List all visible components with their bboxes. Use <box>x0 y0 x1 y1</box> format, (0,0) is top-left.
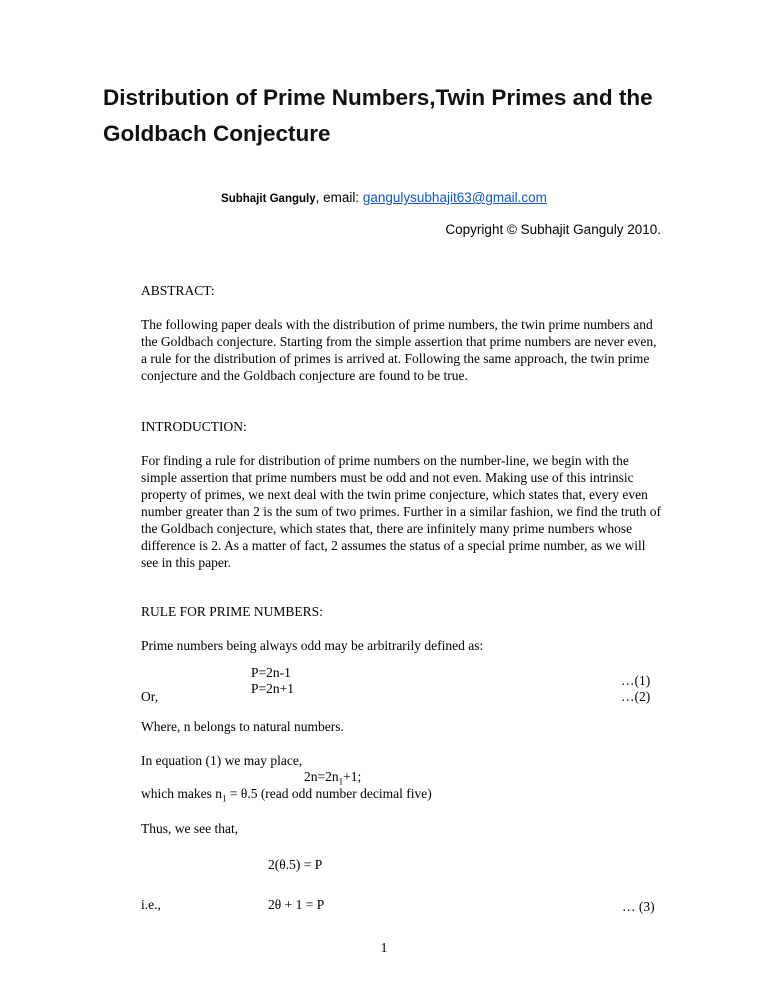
introduction-body: For finding a rule for distribution of prime numbers on the number-line, we begin with the simple assertion that prime numbers must be odd and not even. Making use of this intrinsic property of primes, we next deal with the twin prime conjecture, which states that, every even number greater than 2 is the sum of two primes. Further in a similar fashion, we find the truth of the Goldbach conjecture, which states that, there are infinitely many prime numbers whose difference is 2. As a matter of fact, 2 assumes the status of a special prime number, as we will see in this paper. <box>141 453 662 570</box>
equation-3: 2θ + 1 = P <box>268 897 325 912</box>
thus-statement: Thus, we see that, <box>141 821 239 836</box>
page-number: 1 <box>380 940 388 955</box>
makes-statement <box>141 786 432 804</box>
substitution-lhs: 2n=2n <box>304 769 339 784</box>
makes-text-a: which makes n <box>141 786 222 801</box>
paper-title: Distribution of Prime Numbers,Twin Primes and the Goldbach Conjecture <box>103 85 653 146</box>
where-statement: Where, n belongs to natural numbers. <box>141 719 344 734</box>
or-label: Or, <box>141 689 159 704</box>
place-statement: In equation (1) we may place, <box>141 753 303 768</box>
ie-label: i.e., <box>141 897 161 912</box>
author-name: Subhajit Ganguly <box>221 193 316 205</box>
theta-equation: 2(θ.5) = P <box>268 857 323 872</box>
substitution-rhs: +1; <box>343 769 362 784</box>
equation-1-number: …(1) <box>621 673 651 688</box>
rule-heading: RULE FOR PRIME NUMBERS: <box>141 604 323 619</box>
abstract-heading: ABSTRACT: <box>141 283 215 298</box>
equation-2-number: …(2) <box>621 689 651 704</box>
introduction-heading: INTRODUCTION: <box>141 419 247 434</box>
equation-2: P=2n+1 <box>251 681 294 696</box>
subscript-1: 1 <box>338 776 344 787</box>
rule-intro: Prime numbers being always odd may be arbitrarily defined as: <box>141 638 484 653</box>
author-email-link[interactable]: gangulysubhajit63@gmail.com <box>362 190 547 205</box>
makes-text-b: = θ.5 (read odd number decimal five) <box>226 786 432 801</box>
substitution-equation <box>304 769 361 787</box>
subscript-1b: 1 <box>221 793 227 804</box>
abstract-body: The following paper deals with the distribution of prime numbers, the twin prime numbers and the Goldbach conjecture. Starting from the simple assertion that prime numbers are never even, a rule for the distribution of primes is arrived at. Following the same approach, the twin prime conjecture and the Goldbach conjecture are found to be true. <box>141 317 657 383</box>
email-label: , email: <box>315 190 363 205</box>
copyright-notice: Copyright © Subhajit Ganguly 2010. <box>445 222 661 237</box>
author-line <box>0 190 768 205</box>
equation-1: P=2n-1 <box>251 665 291 680</box>
equation-3-number: … (3) <box>622 899 655 914</box>
